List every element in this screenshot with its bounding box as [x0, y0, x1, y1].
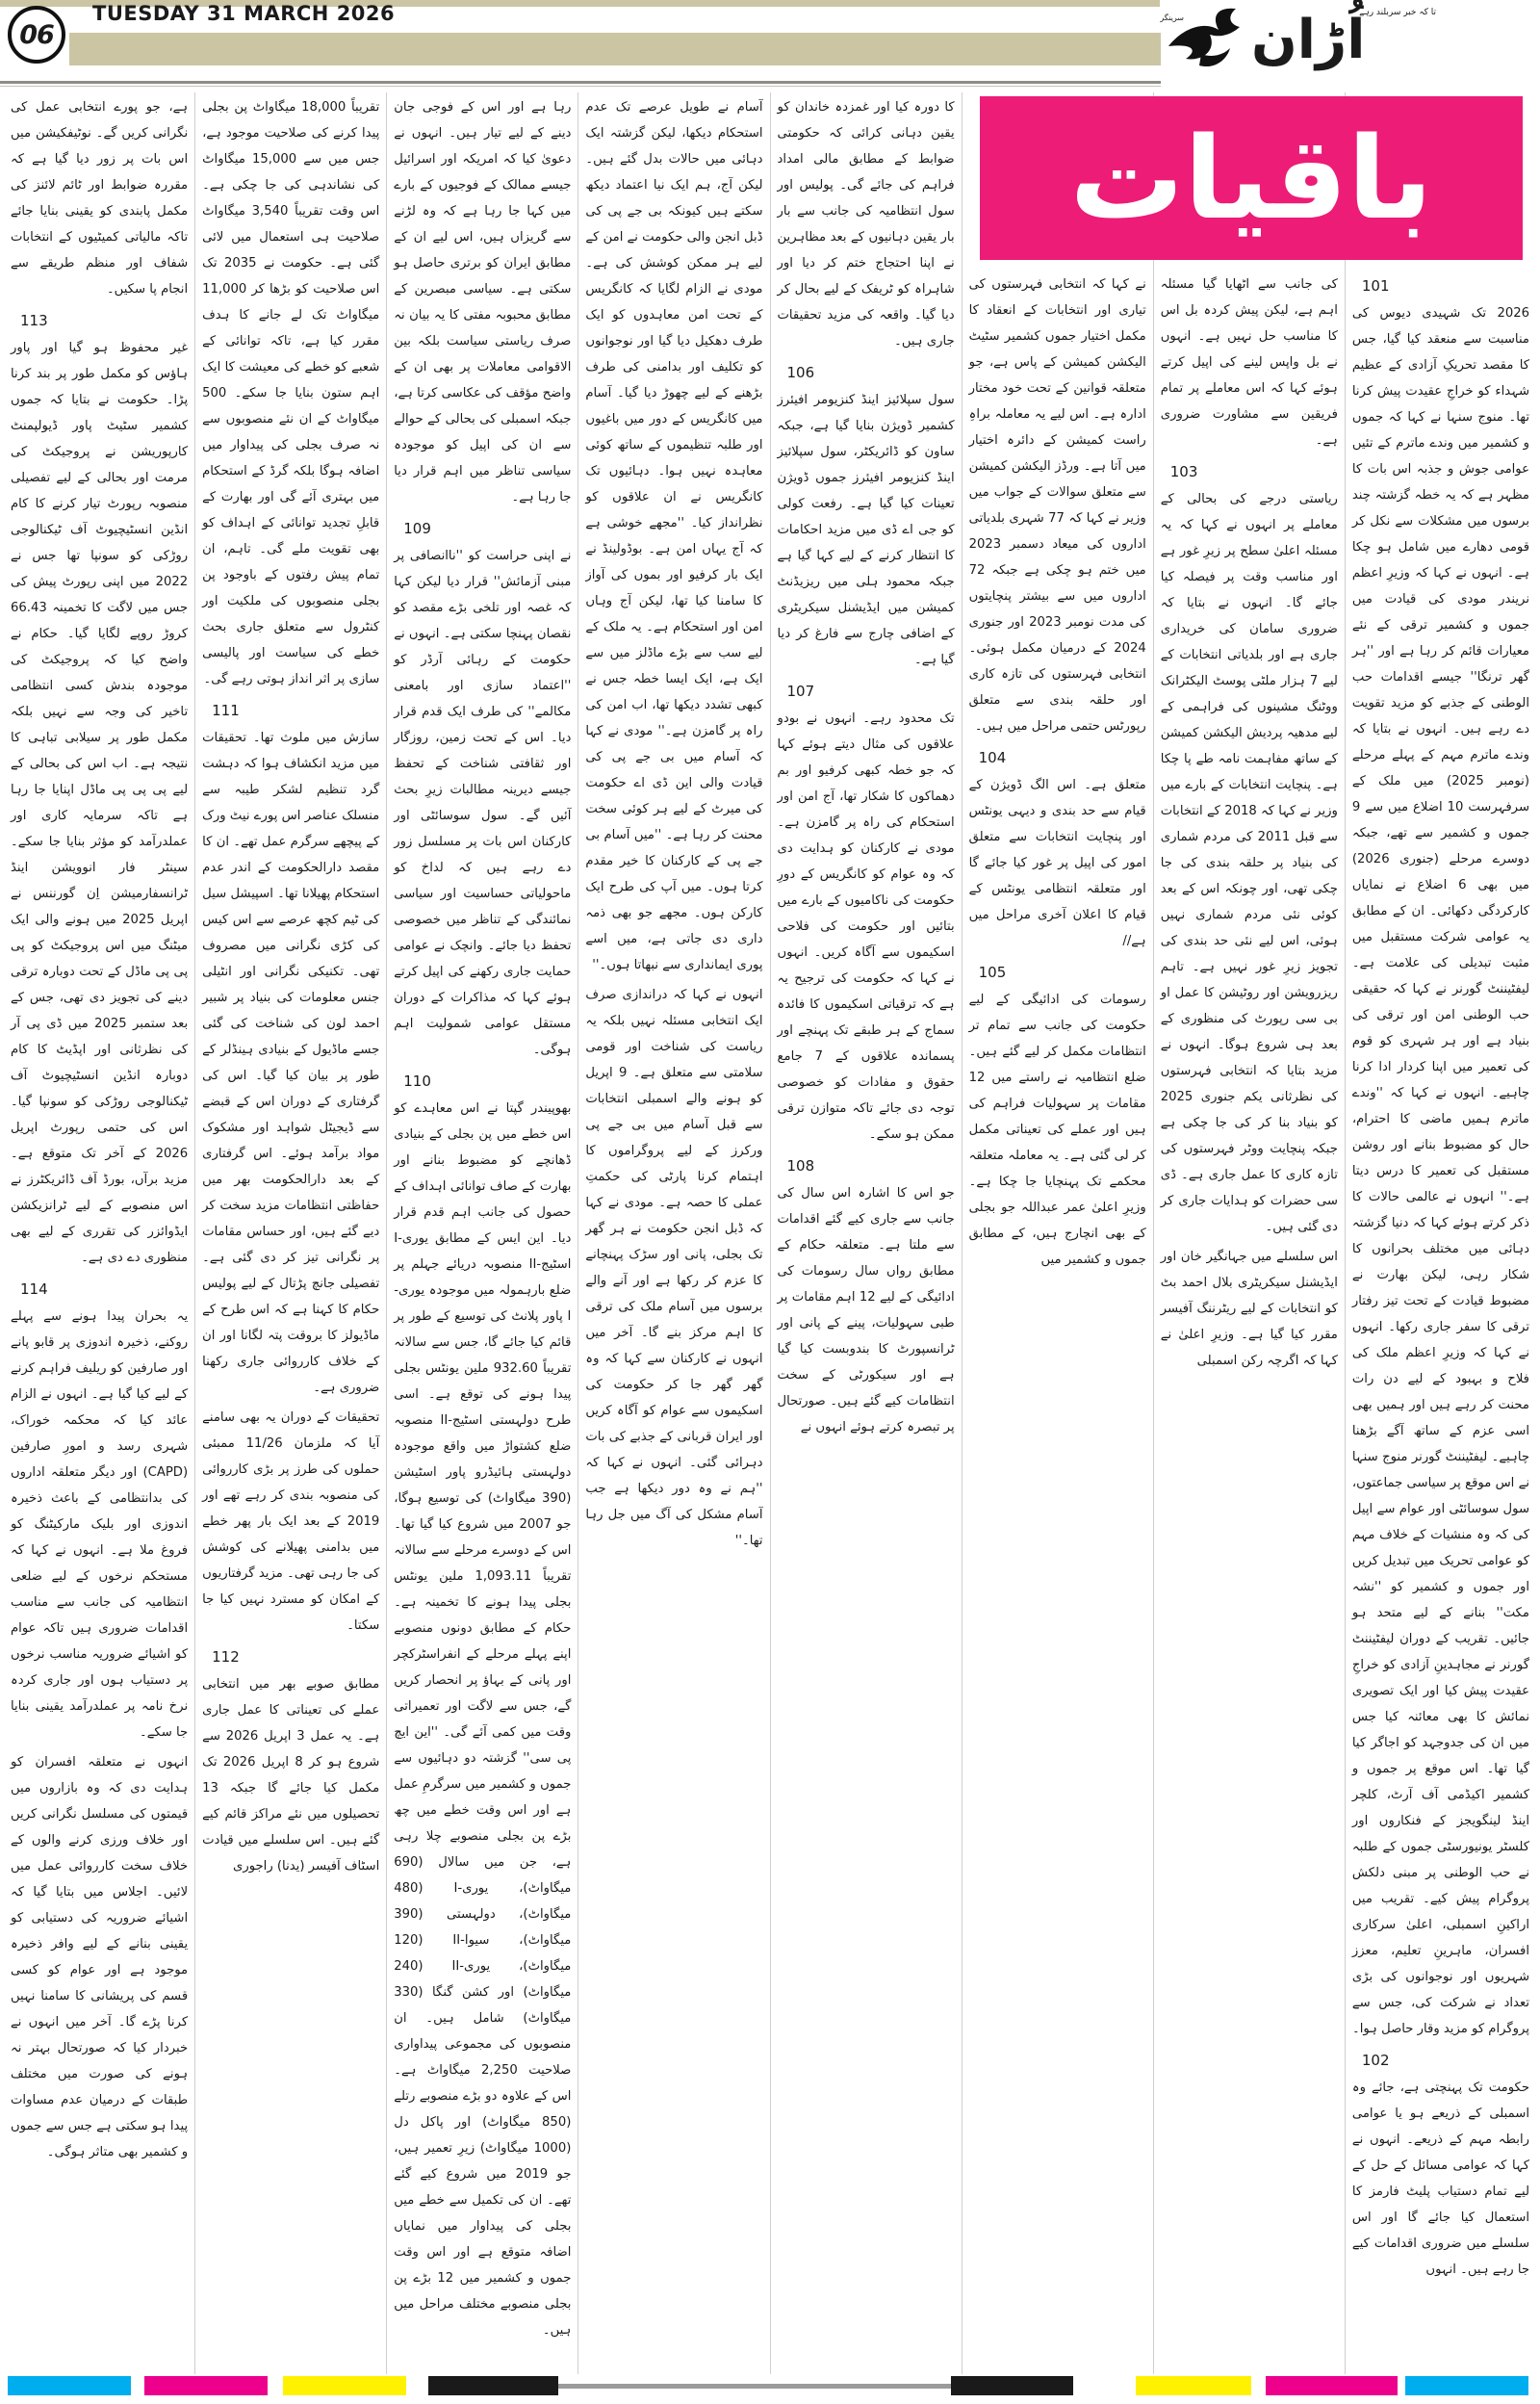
jump-marker: 101 — [1361, 277, 1390, 295]
jump-marker: 102 — [1361, 2052, 1390, 2069]
register-line — [558, 2384, 951, 2389]
yellow-bar-right — [1136, 2376, 1251, 2395]
story-text: متعلق ہے۔ اس الگ ڈویژن کے قیام سے حد بندی و دیہی یونٹس اور پنچایت انتخابات سے متعلق امور کی اپیل پر غور کیا جائے گا اور متعلقہ انتظامی یونٹس کے قیام کا اعلان آخری مراحل میں ہے// — [968, 778, 1146, 948]
story-text: نے کہا کہ انتخابی فہرستوں کی تیاری اور انتخابات کے انعقاد کا مکمل اختیار جموں کشمیر سٹیٹ الیکشن کمیشن کے پاس ہے، جو متعلقہ قوانین کے تحت خود مختار ادارہ ہے۔ اس لیے یہ معاملہ براہِ راست کمیشن کے دائرہ اختیار میں آتا ہے۔ ورڈز الیکشن کمیشن سے متعلق سوالات کے جواب میں وزیر نے کہا کہ 77 شہری بلدیاتی اداروں کی میعاد دسمبر 2023 میں ختم ہو چکی ہے جبکہ 72 اداروں میں سے بیشتر پنچایتوں کی مدت نومبر 2023 اور جنوری 2024 کے درمیان مکمل ہوئی۔ انتخابی فہرستوں کی تازہ کاری اور حلقہ بندی سے متعلق رپورٹس حتمی مراحل میں ہیں۔ — [968, 277, 1146, 734]
news-column-col-4 — [578, 92, 769, 2374]
newspaper-logo — [1161, 0, 1540, 89]
story-text: رہا ہے اور اس کے فوجی جان دینے کے لیے تیار ہیں۔ انہوں نے دعویٰ کیا کہ امریکہ اور اسرائیل جیسے ممالک کے فوجیوں کے بارے میں کہا جا رہا ہے کہ وہ لڑنے سے گریزاں ہیں، اس لیے ان کے مطابق ایران کو برتری حاصل ہو سکتی ہے۔ سیاسی مبصرین کے مطابق محبوبہ مفتی کا یہ بیان نہ صرف ریاستی سیاست بلکہ بین الاقوامی معاملات پر بھی ان کے واضح مؤقف کی عکاسی کرتا ہے، جبکہ اسمبلی کی بحالی کے حوالے سے ان کی اپیل کو موجودہ سیاسی تناظر میں اہم قرار دیا جا رہا ہے۔ — [394, 100, 572, 504]
story-text: ہے، جو پورے انتخابی عمل کی نگرانی کریں گے۔ نوٹیفکیشن میں اس بات پر زور دیا گیا ہے کہ مقررہ ضوابط اور ٹائم لائنز کی مکمل پابندی کو یقینی بنایا جائے تاکہ مالیاتی کمیٹیوں کے انتخابات شفاف اور منظم طریقے سے انجام پا سکیں۔ — [11, 100, 189, 297]
story-text: ریاستی درجے کی بحالی کے معاملے پر انہوں نے کہا کہ یہ مسئلہ اعلیٰ سطح پر زیرِ غور ہے اور مناسب وقت پر فیصلہ کیا جائے گا۔ انہوں نے بتایا کہ ضروری سامان کی خریداری جاری ہے اور بلدیاتی انتخابات کے لیے 7 ہزار ملٹی پوسٹ الیکٹرانک ووٹنگ مشینوں کی فراہمی کے لیے مدھیہ پردیش الیکشن کمیشن کے ساتھ مفاہمت نامہ طے پا چکا ہے۔ پنچایت انتخابات کے بارے میں وزیر نے کہا کہ 2018 کے انتخابات سے قبل 2011 کی مردم شماری کی بنیاد پر حلقہ بندی کی جا چکی تھی، اور چونکہ اس کے بعد کوئی نئی مردم شماری نہیں ہوئی، اس لیے نئی حد بندی کی تجویز زیرِ غور نہیں ہے۔ تاہم ریزرویشن اور روٹیشن کا عمل او بی سی رپورٹ کی منظوری کے بعد ہی شروع ہوگا۔ انہوں نے مزید بتایا کہ انتخابی فہرستوں کی نظرثانی یکم جنوری 2025 کو بنیاد بنا کر کی جا چکی ہے جبکہ پنچایت ووٹر فہرستوں کی تازہ کاری کا عمل جاری ہے۔ ڈی سی حضرات کو ہدایات جاری کر دی گئی ہیں۔ — [1160, 492, 1338, 1234]
story-text: انہوں نے کہا کہ دراندازی صرف ایک انتخابی مسئلہ نہیں بلکہ یہ ریاست کی شناخت اور قومی سلامتی سے متعلق ہے۔ 9 اپریل کو ہونے والے اسمبلی انتخابات سے قبل آسام میں بی جے پی ورکرز کے لیے پروگراموں کا اہتمام کرنا پارٹی کی حکمتِ عملی کا حصہ ہے۔ مودی نے کہا کہ ڈبل انجن حکومت نے ہر گھر تک بجلی، پانی اور سڑک پہنچانے کا عزم کر رکھا ہے اور آنے والے برسوں میں آسام ملک کی ترقی کا اہم مرکز بنے گا۔ آخر میں انہوں نے کارکنان سے کہا کہ وہ گھر گھر جا کر حکومت کی اسکیموں سے عوام کو آگاہ کریں اور ایران قربانی کے جذبے کی بات دہرائی گئی۔ انہوں نے کہا کہ ''ہم نے وہ دور دیکھا ہے جب آسام مشکل کی آگ میں جل رہا تھا۔'' — [585, 988, 763, 1548]
magenta-bar-left — [144, 2376, 268, 2395]
date-line: TUESDAY 31 MARCH 2026 — [92, 2, 396, 25]
page-number: 06 — [19, 19, 54, 50]
story-text: آسام نے طویل عرصے تک عدم استحکام دیکھا، لیکن گزشتہ ایک دہائی میں حالات بدل گئے ہیں۔ لیکن آج، ہم ایک نیا اعتماد دیکھ سکتے ہیں کیونکہ بی جے پی کی ڈبل انجن والی حکومت نے امن کے لیے ہر ممکن کوشش کی ہے۔ مودی نے الزام لگایا کہ کانگریس کے تحت امن معاہدوں کو ایک طرف دھکیل دیا گیا اور نوجوانوں کو تکلیف اور بدامنی کی طرف بڑھنے کے لیے چھوڑ دیا گیا۔ آسام میں کانگریس کے دور میں باغیوں اور طلبہ تنظیموں کے ساتھ کوئی معاہدہ نہیں ہوا۔ دہائیوں تک کانگریس نے ان علاقوں کو نظرانداز کیا۔ ''مجھے خوشی ہے کہ آج یہاں امن ہے۔ بوڈولینڈ نے ایک بار کرفیو اور بموں کی آواز کا سامنا کیا تھا، لیکن آج وہاں امن اور استحکام ہے۔ یہ ملک کے لیے سب سے بڑے ماڈلز میں سے ایک ہے، ایک ایسا خطہ جس نے کبھی تشدد دیکھا تھا، اب امن کی راہ پر گامزن ہے۔'' مودی نے کہا کہ آسام میں بی جے پی کی قیادت والی این ڈی اے حکومت کی میرٹ کے لیے ہر کوئی سخت محنت کر رہا ہے۔ ''میں آسام بی جے پی کے کارکنان کا خیر مقدم کرتا ہوں۔ میں آپ کی طرح ایک کارکن ہوں۔ مجھے جو بھی ذمہ داری دی جاتی ہے، میں اسے پوری ایمانداری سے نبھاتا ہوں۔'' — [585, 100, 763, 972]
section-banner — [980, 96, 1523, 260]
story-text: بھوپیندر گپتا نے اس معاہدے کو اس خطے میں پن بجلی کے بنیادی ڈھانچے کو مضبوط بنانے اور بھارت کے صاف توانائی اہداف کے حصول کی جانب اہم قدم قرار دیا۔ این ایس کے مطابق یوری-I اسٹیج-II منصوبہ دریائے جہلم پر ضلع بارہمولہ میں موجودہ یوری-I پاور پلانٹ کی توسیع کے طور پر قائم کیا جائے گا، جس سے سالانہ تقریباً 932.60 ملین یونٹس بجلی پیدا ہونے کی توقع ہے۔ اسی طرح دولہستی اسٹیج-II منصوبہ ضلع کشتواڑ میں واقع موجودہ دولہستی ہائیڈرو پاور اسٹیشن (390 میگاواٹ) کی توسیع ہوگا، جو 2007 میں شروع کیا گیا تھا۔ اس کے دوسرے مرحلے سے سالانہ تقریباً 1,093.11 ملین یونٹس بجلی پیدا ہونے کا تخمینہ ہے۔ حکام کے مطابق دونوں منصوبے اپنے پہلے مرحلے کے انفراسٹرکچر اور پانی کے بہاؤ پر انحصار کریں گے، جس سے لاگت اور تعمیراتی وقت میں کمی آئے گی۔ ''این ایچ پی سی'' گزشتہ دو دہائیوں سے جموں و کشمیر میں سرگرمِ عمل ہے اور اس وقت خطے میں چھ بڑے پن بجلی منصوبے چلا رہی ہے، جن میں سالال (690 میگاواٹ)، یوری-I (480 میگاواٹ)، دولہستی (390 میگاواٹ)، سیوا-II (120 میگاواٹ)، یوری-II (240 میگاواٹ) اور کشن گنگا (330 میگاواٹ) شامل ہیں۔ ان منصوبوں کی مجموعی پیداواری صلاحیت 2,250 میگاواٹ ہے۔ اس کے علاوہ دو بڑے منصوبے رتلے (850 میگاواٹ) اور پاکل دل (1000 میگاواٹ) زیرِ تعمیر ہیں، جو 2019 میں شروع کیے گئے تھے۔ ان کی تکمیل سے خطے میں بجلی کی پیداوار میں نمایاں اضافہ متوقع ہے اور اس وقت جموں و کشمیر میں 12 بڑے پن بجلی منصوبے مختلف مراحل میں ہیں۔ — [394, 1101, 572, 2338]
jump-marker: 104 — [978, 749, 1007, 766]
story-text: مطابق صوبے بھر میں انتخابی عملے کی تعیناتی کا عمل جاری ہے۔ یہ عمل 3 اپریل 2026 سے شروع ہو کر 8 اپریل 2026 تک مکمل کیا جائے گا جبکہ 13 تحصیلوں میں نئے مراکز قائم کیے گئے ہیں۔ اس سلسلے میں قیادت اسٹاف آفیسر (یدنا) راجوری — [202, 1677, 380, 1874]
story-text: حکومت تک پہنچتی ہے، جائے وہ اسمبلی کے ذریعے ہو یا عوامی رابطہ مہم کے ذریعے۔ انہوں نے کہا کہ عوامی مسائل کے حل کے لیے تمام دستیاب پلیٹ فارمز کا استعمال کیا جائے گا اور اس سلسلے میں ضروری اقدامات کیے جا رہے ہیں۔ انہوں — [1351, 2081, 1529, 2277]
story-text: کا دورہ کیا اور غمزدہ خاندان کو یقین دہانی کرائی کہ حکومتی ضوابط کے مطابق مالی امداد فراہم کی جائے گی۔ پولیس اور سول انتظامیہ کی جانب سے بار بار یقین دہانیوں کے بعد مظاہرین نے اپنا احتجاج ختم کر دیا اور شاہراہ کو ٹریفک کے لیے بحال کر دیا گیا۔ واقعہ کی مزید تحقیقات جاری ہیں۔ — [777, 100, 955, 349]
story-text: غیر محفوظ ہو گیا اور پاور ہاؤس کو مکمل طور پر بند کرنا پڑا۔ حکومت نے بتایا کہ جموں کشمیر سٹیٹ پاور ڈیولپمنٹ کارپوریشن نے پروجیکٹ کی مرمت اور بحالی کے لیے تفصیلی منصوبہ رپورٹ تیار کرنے کا کام انڈین انسٹیچیوٹ آف ٹیکنالوجی روڑکی کو سونپا تھا جس نے 2022 میں اپنی رپورٹ پیش کی جس میں لاگت کا تخمینہ 66.43 کروڑ روپے لگایا گیا۔ حکام نے واضح کیا کہ پروجیکٹ کی موجودہ بندش کسی انتظامی تاخیر کی وجہ سے نہیں بلکہ مکمل طور پر سیلابی تباہی کا نتیجہ ہے۔ اب اس کی بحالی کے لیے پی پی پی ماڈل اپنایا جا رہا ہے تاکہ سرمایہ کاری اور عملدرآمد کو مؤثر بنایا جا سکے۔ سینٹر فار انوویشن اینڈ ٹرانسفارمیشن اِن گورننس نے اپریل 2025 میں ہونے والی ایک میٹنگ میں اس پروجیکٹ کو پی پی پی ماڈل کے تحت دوبارہ ترقی دینے کی تجویز دی تھی، جس کے بعد ستمبر 2025 میں ڈی پی آر کی نظرثانی اور اپڈیٹ کا کام دوبارہ انڈین انسٹیچیوٹ آف ٹیکنالوجی روڑکی کو سونپا گیا۔ اس کی حتمی رپورٹ اپریل 2026 کے آخر تک متوقع ہے۔ مزید برآں، بورڈ آف ڈائریکٹرز نے اس منصوبے کے لیے ٹرانزیکشن ایڈوائزر کی تقرری کے لیے بھی منظوری دے دی ہے۔ — [11, 341, 189, 1265]
story-text: کی جانب سے اٹھایا گیا مسئلہ اہم ہے، لیکن پیش کردہ بل اس کا مناسب حل نہیں ہے۔ انہوں نے بل واپس لینے کی اپیل کرتے ہوئے کہا کہ اس معاملے پر تمام فریقین سے مشاورت ضروری ہے۔ — [1160, 277, 1338, 448]
jump-marker: 106 — [786, 364, 815, 381]
jump-marker: 103 — [1169, 463, 1198, 480]
story-text: سول سپلائیز اینڈ کنزیومر افیئرز کشمیر ڈویژن بنایا گیا ہے، جبکہ ساون کو ڈائریکٹر، سول سپلائیز اینڈ کنزیومر افیئرز جموں ڈویژن تعینات کیا گیا ہے۔ رفعت کولی کو جی اے ڈی میں مزید احکامات کا انتظار کرنے کے لیے کہا گیا ہے جبکہ محمود ہلی میں ریزیڈنٹ کمیشن میں ایڈیشنل سیکریٹری کے اضافی چارج سے فارغ کر دیا گیا ہے۔ — [777, 393, 955, 667]
black-bar-left — [428, 2376, 558, 2395]
logo-tagline: تا کہ خبر سربلند رہے — [1359, 8, 1436, 17]
story-text: تک محدود رہے۔ انہوں نے بودو علاقوں کی مثال دیتے ہوئے کہا کہ جو خطہ کبھی کرفیو اور بم دھماکوں کا شکار تھا، آج امن اور استحکام کی راہ پر گامزن ہے۔ مودی نے کارکنان کو ہدایت دی کہ وہ عوام کو کانگریس کے دورِ حکومت کی ناکامیوں کے بارے میں بتائیں اور حکومت کی فلاحی اسکیموں سے آگاہ کریں۔ انہوں نے کہا کہ حکومت کی ترجیح یہ ہے کہ ترقیاتی اسکیموں کا فائدہ سماج کے ہر طبقے تک پہنچے اور پسماندہ علاقوں کے 7 جامع حقوق و مفادات کو خصوصی توجہ دی جائے تاکہ متوازن ترقی ممکن ہو سکے۔ — [777, 711, 955, 1142]
story-text: انہوں نے متعلقہ افسران کو ہدایت دی کہ وہ بازاروں میں قیمتوں کی مسلسل نگرانی کریں اور خلاف ورزی کرنے والوں کے خلاف سخت کارروائی عمل میں لائیں۔ اجلاس میں بتایا گیا کہ اشیائے ضروریہ کی دستیابی کو یقینی بنانے کے لیے وافر ذخیرہ موجود ہے اور عوام کو کسی قسم کی پریشانی کا سامنا نہیں کرنا پڑے گا۔ آخر میں انہوں نے خبردار کیا کہ صورتحال بہتر نہ ہونے کی صورت میں مختلف طبقات کے درمیان عدم مساوات پیدا ہو سکتی ہے جس سے جموں و کشمیر بھی متاثر ہوگی۔ — [11, 1755, 189, 2159]
jump-marker: 111 — [212, 702, 240, 719]
story-text: اس سلسلے میں جہانگیر خان اور ایڈیشنل سیکریٹری بلال احمد بٹ کو انتخابات کے لیے ریٹرننگ آفیسر مقرر کیا گیا ہے۔ وزیرِ اعلیٰ نے کہا کہ اگرچہ رکن اسمبلی — [1160, 1250, 1338, 1368]
magenta-bar-right — [1266, 2376, 1398, 2395]
cyan-bar-left — [8, 2376, 131, 2395]
jump-marker: 113 — [20, 312, 48, 329]
columns — [4, 92, 1536, 2374]
story-text: تقریباً 18,000 میگاواٹ پن بجلی پیدا کرنے کی صلاحیت موجود ہے، جس میں سے 15,000 میگاواٹ کی نشاندہی کی جا چکی ہے۔ اس وقت تقریباً 3,540 میگاواٹ صلاحیت ہی استعمال میں لائی گئی ہے۔ حکومت نے 2035 تک اس صلاحیت کو بڑھا کر 11,000 میگاواٹ تک لے جانے کا ہدف مقرر کیا ہے، تاکہ توانائی کے شعبے کو خطے کی معیشت کا ایک اہم ستون بنایا جا سکے۔ 500 میگاواٹ کے ان نئے منصوبوں سے نہ صرف بجلی کی پیداوار میں اضافہ ہوگا بلکہ گرڈ کے استحکام میں بہتری آئے گی اور بھارت کے قابلِ تجدید توانائی کے اہداف کو بھی تقویت ملے گی۔ تاہم، ان تمام پیش رفتوں کے باوجود پن بجلی منصوبوں کی ملکیت اور کنٹرول سے متعلق جاری بحث خطے کی سیاست اور پالیسی سازی پر اثر انداز ہوتی رہے گی۔ — [202, 100, 380, 686]
black-bar-right — [951, 2376, 1073, 2395]
jump-marker: 105 — [978, 964, 1007, 981]
logo-city: سرینگر — [1160, 13, 1184, 22]
story-text: تحقیقات کے دوران یہ بھی سامنے آیا کہ ملزمان 11/26 ممبئی حملوں کی طرز پر بڑی کارروائی کی منصوبہ بندی کر رہے تھے اور 2019 کے بعد ایک بار پھر خطے میں بدامنی پھیلانے کی کوشش کی جا رہی تھی۔ مزید گرفتاریوں کے امکان کو مسترد نہیں کیا جا سکتا۔ — [202, 1410, 380, 1633]
print-registration-bars — [0, 2374, 1540, 2399]
section-title: باقیات — [1069, 112, 1433, 245]
jump-marker: 112 — [212, 1648, 240, 1666]
story-text: جو اس کا اشارہ اس سال کی جانب سے جاری کیے گئے اقدامات سے ملتا ہے۔ متعلقہ حکام کے مطابق رواں سال رسومات کی ادائیگی کے لیے 12 اہم مقامات پر طبی سہولیات، پینے کے پانی اور ٹرانسپورٹ کا بندوبست کیا گیا ہے اور سیکورٹی کے سخت انتظامات کیے گئے ہیں۔ صورتحال پر تبصرہ کرتے ہوئے انہوں نے — [777, 1186, 955, 1435]
story-text: 2026 تک شہیدی دیوس کی مناسبت سے منعقد کیا گیا، جس کا مقصد تحریکِ آزادی کے عظیم شہداء کو خراجِ عقیدت پیش کرنا تھا۔ منوج سنہا نے کہا کہ جموں و کشمیر میں وندے ماترم کے تئیں عوامی جوش و جذبہ اس بات کا مظہر ہے کہ یہ خطہ گزشتہ چند برسوں میں مشکلات سے نکل کر قومی دھارے میں شامل ہو چکا ہے۔ انہوں نے کہا کہ وزیرِ اعظم نریندر مودی کی قیادت میں جموں و کشمیر ترقی کے نئے معیارات قائم کر رہا ہے اور ''ہر گھر ترنگا'' جیسے اقدامات حب الوطنی کے جذبے کو مزید تقویت دے رہے ہیں۔ انہوں نے بتایا کہ وندے ماترم مہم کے پہلے مرحلے (نومبر 2025) میں ملک کے سرفہرست 10 اضلاع میں سے 9 جموں و کشمیر سے تھے، جبکہ دوسرے مرحلے (جنوری 2026) میں بھی 6 اضلاع نے نمایاں کارکردگی دکھائی۔ ان کے مطابق یہ عوامی شرکت مستقبل میں مثبت تبدیلی کی علامت ہے۔ لیفٹیننٹ گورنر نے کہا کہ حقیقی حب الوطنی امن اور ترقی کی بنیاد ہے اور ہر شہری کو قوم کی تعمیر میں اپنا کردار ادا کرنا چاہیے۔ انہوں نے کہا کہ ''وندے ماترم ہمیں ماضی کا احترام، حال کو مضبوط بنانے اور روشن مستقبل کی تعمیر کا درس دیتا ہے۔'' انہوں نے عالمی حالات کا ذکر کرتے ہوئے کہا کہ دنیا گزشتہ دہائی میں مختلف بحرانوں کا شکار رہی، لیکن بھارت نے مضبوط قیادت کے تحت تیز رفتار ترقی کا سفر جاری رکھا۔ انہوں نے کہا کہ وزیرِ اعظم ملک کی فلاح و بہبود کے لیے دن رات محنت کر رہے ہیں اور ہمیں بھی اسی عزم کے ساتھ آگے بڑھنا چاہیے۔ لیفٹیننٹ گورنر منوج سنہا نے اس موقع پر سیاسی جماعتوں، سول سوسائٹی اور عوام سے اپیل کی کہ وہ منشیات کے خلاف مہم کو عوامی تحریک میں تبدیل کریں اور جموں و کشمیر کو ''نشہ مکت'' بنانے کے لیے متحد ہو جائیں۔ تقریب کے دوران لیفٹیننٹ گورنر نے مجاہدینِ آزادی کو خراجِ عقیدت پیش کیا اور ایک تصویری نمائش کا بھی معائنہ کیا جس میں ان کی جدوجہد کو اجاگر کیا گیا تھا۔ اس موقع پر جموں و کشمیر اکیڈمی آف آرٹ، کلچر اینڈ لینگویجز کے فنکاروں اور کلسٹر یونیورسٹی جموں کے طلبہ نے حب الوطنی پر مبنی دلکش پروگرام پیش کیے۔ تقریب میں اراکینِ اسمبلی، اعلیٰ سرکاری افسران، ماہرینِ تعلیم، معزز شہریوں اور نوجوانوں کی بڑی تعداد نے شرکت کی، جس سے پروگرام کو مزید وقار حاصل ہوا۔ — [1351, 306, 1529, 2036]
page-number-badge — [8, 6, 65, 64]
news-column-col-7 — [1153, 92, 1345, 2374]
jump-marker: 109 — [403, 520, 431, 537]
yellow-bar-left — [283, 2376, 406, 2395]
news-column-col-6 — [962, 92, 1153, 2374]
cyan-bar-right — [1405, 2376, 1528, 2395]
story-text: یہ بحران پیدا ہونے سے پہلے روکنے، ذخیرہ اندوزی پر قابو پانے اور صارفین کو ریلیف فراہم کرنے کے لیے کیا گیا ہے۔ انہوں نے الزام عائد کیا کہ محکمہ خوراک، شہری رسد و امورِ صارفین (CAPD) اور دیگر متعلقہ اداروں کی بدانتظامی کے باعث ذخیرہ اندوزی اور بلیک مارکیٹنگ کو فروغ ملا ہے۔ انہوں نے کہا کہ مستحکم نرخوں کے لیے ضلعی انتظامیہ کی جانب سے مناسب اقدامات ضروری ہیں تاکہ عوام کو اشیائے ضروریہ مناسب نرخوں پر دستیاب ہوں اور جاری کردہ نرخ نامہ پر عملدرآمد یقینی بنایا جا سکے۔ — [11, 1309, 189, 1740]
story-text: نے اپنی حراست کو ''ناانصافی پر مبنی آزمائش'' قرار دیا لیکن کہا کہ غصہ اور تلخی بڑے مقصد کو نقصان پہنچا سکتی ہے۔ انہوں نے حکومت کے رہائی آرڈر کو ''اعتماد سازی اور بامعنی مکالمے'' کی طرف ایک قدم قرار دیا۔ اس کے تحت زمین، روزگار اور ثقافتی شناخت کے تحفظ جیسے دیرینہ مطالبات زیرِ بحث آئیں گے۔ سول سوسائٹی اور کارکنان اس بات پر مسلسل زور دے رہے ہیں کہ لداخ کو ماحولیاتی حساسیت اور سیاسی نمائندگی کے تناظر میں خصوصی تحفظ دیا جائے۔ وانچک نے عوامی حمایت جاری رکھنے کی اپیل کرتے ہوئے کہا کہ مذاکرات کے دوران مستقل عوامی شمولیت اہم ہوگی۔ — [394, 549, 572, 1057]
news-column-col-2 — [194, 92, 386, 2374]
jump-marker: 108 — [786, 1157, 815, 1175]
jump-marker: 107 — [786, 683, 815, 700]
story-text: رسومات کی ادائیگی کے لیے حکومت کی جانب سے تمام تر انتظامات مکمل کر لیے گئے ہیں۔ ضلع انتظامیہ نے راستے میں 12 مقامات پر سہولیات فراہم کی ہیں اور عملے کی تعیناتی مکمل کر لی گئی ہے۔ یہ معاملہ متعلقہ محکمے تک پہنچایا جا چکا ہے۔ وزیرِ اعلیٰ عمر عبداللہ جو بجلی کے بھی انچارج ہیں، کے مطابق جموں و کشمیر میں — [968, 993, 1146, 1267]
news-column-col-8 — [1345, 92, 1536, 2374]
logo-wordmark: اُڑان — [1251, 9, 1366, 71]
jump-marker: 110 — [403, 1073, 431, 1090]
news-column-col-5 — [770, 92, 962, 2374]
story-text: سازش میں ملوث تھا۔ تحقیقات میں مزید انکشاف ہوا کہ دہشت گرد تنظیم لشکر طیبہ سے منسلک عناصر اس پورے نیٹ ورک کے پیچھے سرگرم عمل تھے۔ ان کا مقصد دارالحکومت کے اندر عدم استحکام پھیلانا تھا۔ اسپیشل سیل کی ٹیم کچھ عرصے سے اس کیس کی کڑی نگرانی میں مصروف تھی۔ تکنیکی نگرانی اور انٹیلی جنس معلومات کی بنیاد پر شبیر احمد لون کی شناخت کی گئی جسے ماڈیول کے بنیادی ہینڈلر کے طور پر بیان کیا گیا۔ اس کی گرفتاری کے دوران اس کے قبضے سے ڈیجیٹل شواہد اور مشکوک مواد برآمد ہوئے۔ اس گرفتاری کے بعد دارالحکومت بھر میں حفاظتی انتظامات مزید سخت کر دیے گئے ہیں، اور حساس مقامات پر نگرانی تیز کر دی گئی ہے۔ تفصیلی جانچ پڑتال کے لیے پولیس حکام کا کہنا ہے کہ اس طرح کے ماڈیولز کا بروقت پتہ لگانا اور ان کے خلاف کارروائی جاری رکھنا ضروری ہے۔ — [202, 731, 380, 1395]
jump-marker: 114 — [20, 1280, 48, 1298]
news-column-col-1 — [4, 92, 194, 2374]
news-column-col-3 — [386, 92, 578, 2374]
